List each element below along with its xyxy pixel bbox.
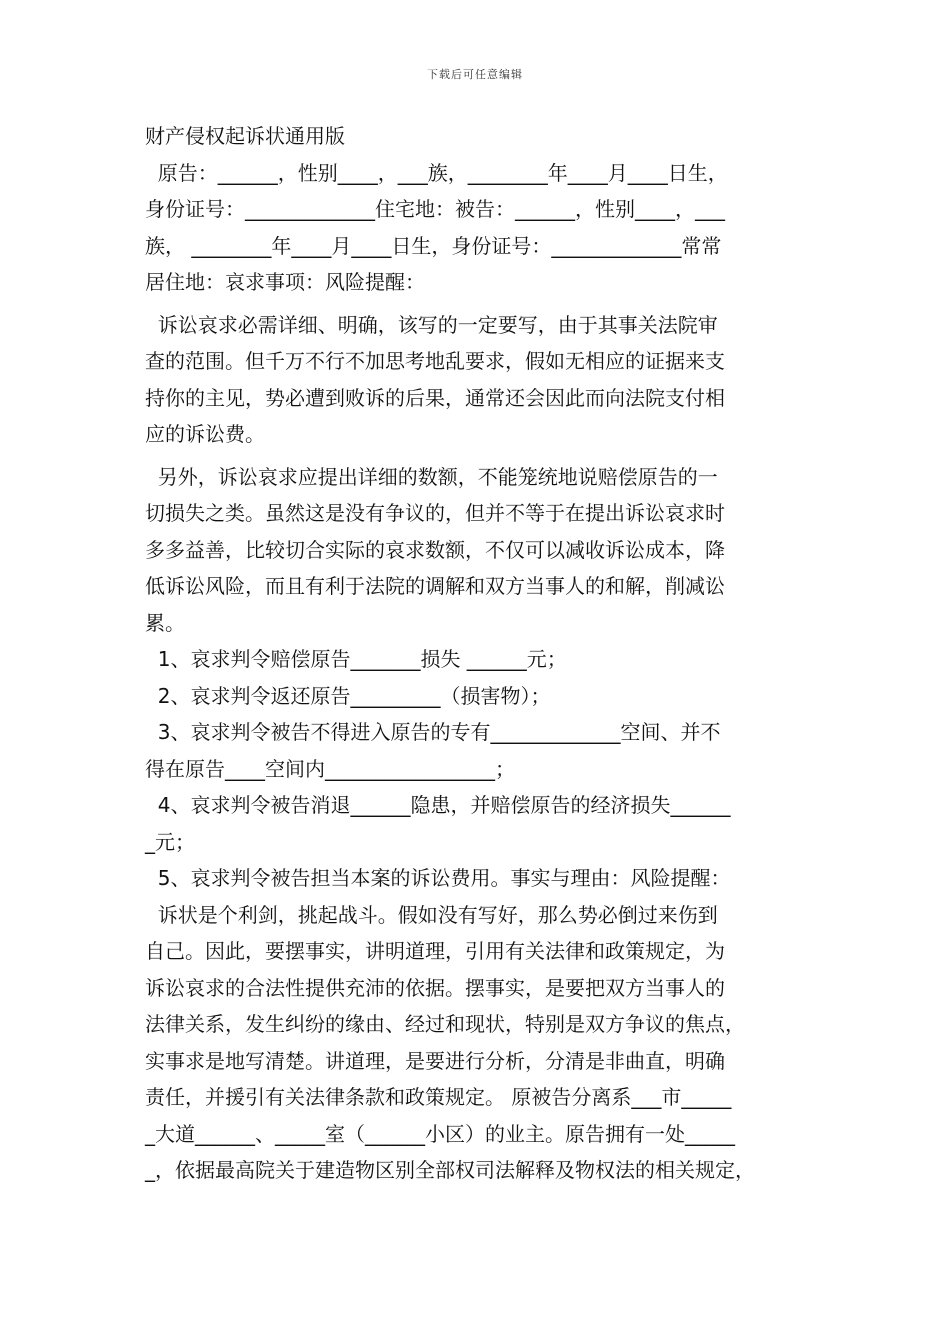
paragraph-line: 法律关系，发生纠纷的缘由、经过和现状，特别是双方争议的焦点，	[145, 1012, 745, 1036]
paragraph-line: 查的范围。但千万不行不加思考地乱要求，假如无相应的证据来支	[145, 349, 725, 373]
paragraph-line: 居住地：哀求事项：风险提醒：	[145, 270, 425, 294]
paragraph-line: 诉讼哀求的合法性提供充沛的依据。摆事实，是要把双方当事人的	[145, 975, 725, 1000]
paragraph-line: 原告：______，性别____，___族，________年____月____日生，	[145, 160, 728, 185]
document-body	[145, 118, 810, 1189]
paragraph-line: 实事求是地写清楚。讲道理，是要进行分析，分清是非曲直，明确	[145, 1048, 725, 1073]
paragraph-line: 自己。因此，要摆事实，讲明道理，引用有关法律和政策规定，为	[145, 939, 725, 963]
document-title: 财产侵权起诉状通用版	[145, 124, 345, 148]
request-item-5: 5、哀求判令被告担当本案的诉讼费用。事实与理由：风险提醒：	[145, 866, 731, 890]
paragraph-line: 切损失之类。虽然这是没有争议的，但并不等于在提出诉讼哀求时	[145, 501, 725, 525]
request-item-2: 2、哀求判令返还原告_________（损害物）；	[145, 683, 551, 708]
paragraph-line: 另外，诉讼哀求应提出详细的数额，不能笼统地说赔偿原告的一	[145, 464, 718, 489]
paragraph-line: _大道______、_____室（______小区）的业主。原告拥有一处_____	[145, 1121, 735, 1146]
request-item-1: 1、哀求判令赔偿原告_______损失 ______元；	[145, 647, 567, 671]
paragraph-line: 身份证号：_____________住宅地：被告：______，性别____，___	[145, 197, 725, 221]
paragraph-line: 族， ________年____月____日生，身份证号：_____________常常	[145, 233, 722, 258]
paragraph-line: 责任，并援引有关法律条款和政策规定。 原被告分离系___市_____	[145, 1085, 732, 1109]
paragraph-line: 持你的主见，势必遭到败诉的后果，通常还会因此而向法院支付相	[145, 385, 725, 410]
request-item-4-cont: _元；	[145, 829, 195, 854]
paragraph-line: 低诉讼风险，而且有利于法院的调解和双方当事人的和解，削减讼	[145, 574, 725, 598]
paragraph-line: 诉讼哀求必需详细、明确，该写的一定要写，由于其事关法院审	[145, 312, 718, 337]
request-item-3: 3、哀求判令被告不得进入原告的专有_____________空间、并不	[145, 720, 721, 744]
request-item-4: 4、哀求判令被告消退______隐患，并赔偿原告的经济损失______	[145, 793, 731, 817]
request-item-3-cont: 得在原告____空间内_________________；	[145, 756, 515, 781]
paragraph-line: 诉状是个利剑，挑起战斗。假如没有写好，那么势必倒过来伤到	[145, 902, 718, 927]
page-header: 下载后可任意编辑	[427, 68, 523, 81]
paragraph-line: _，依据最高院关于建造物区别全部权司法解释及物权法的相关规定，	[145, 1158, 755, 1182]
paragraph-line: 多多益善，比较切合实际的哀求数额，不仅可以减收诉讼成本，降	[145, 537, 725, 562]
paragraph-line: 累。	[145, 610, 185, 635]
paragraph-line: 应的诉讼费。	[145, 422, 265, 446]
